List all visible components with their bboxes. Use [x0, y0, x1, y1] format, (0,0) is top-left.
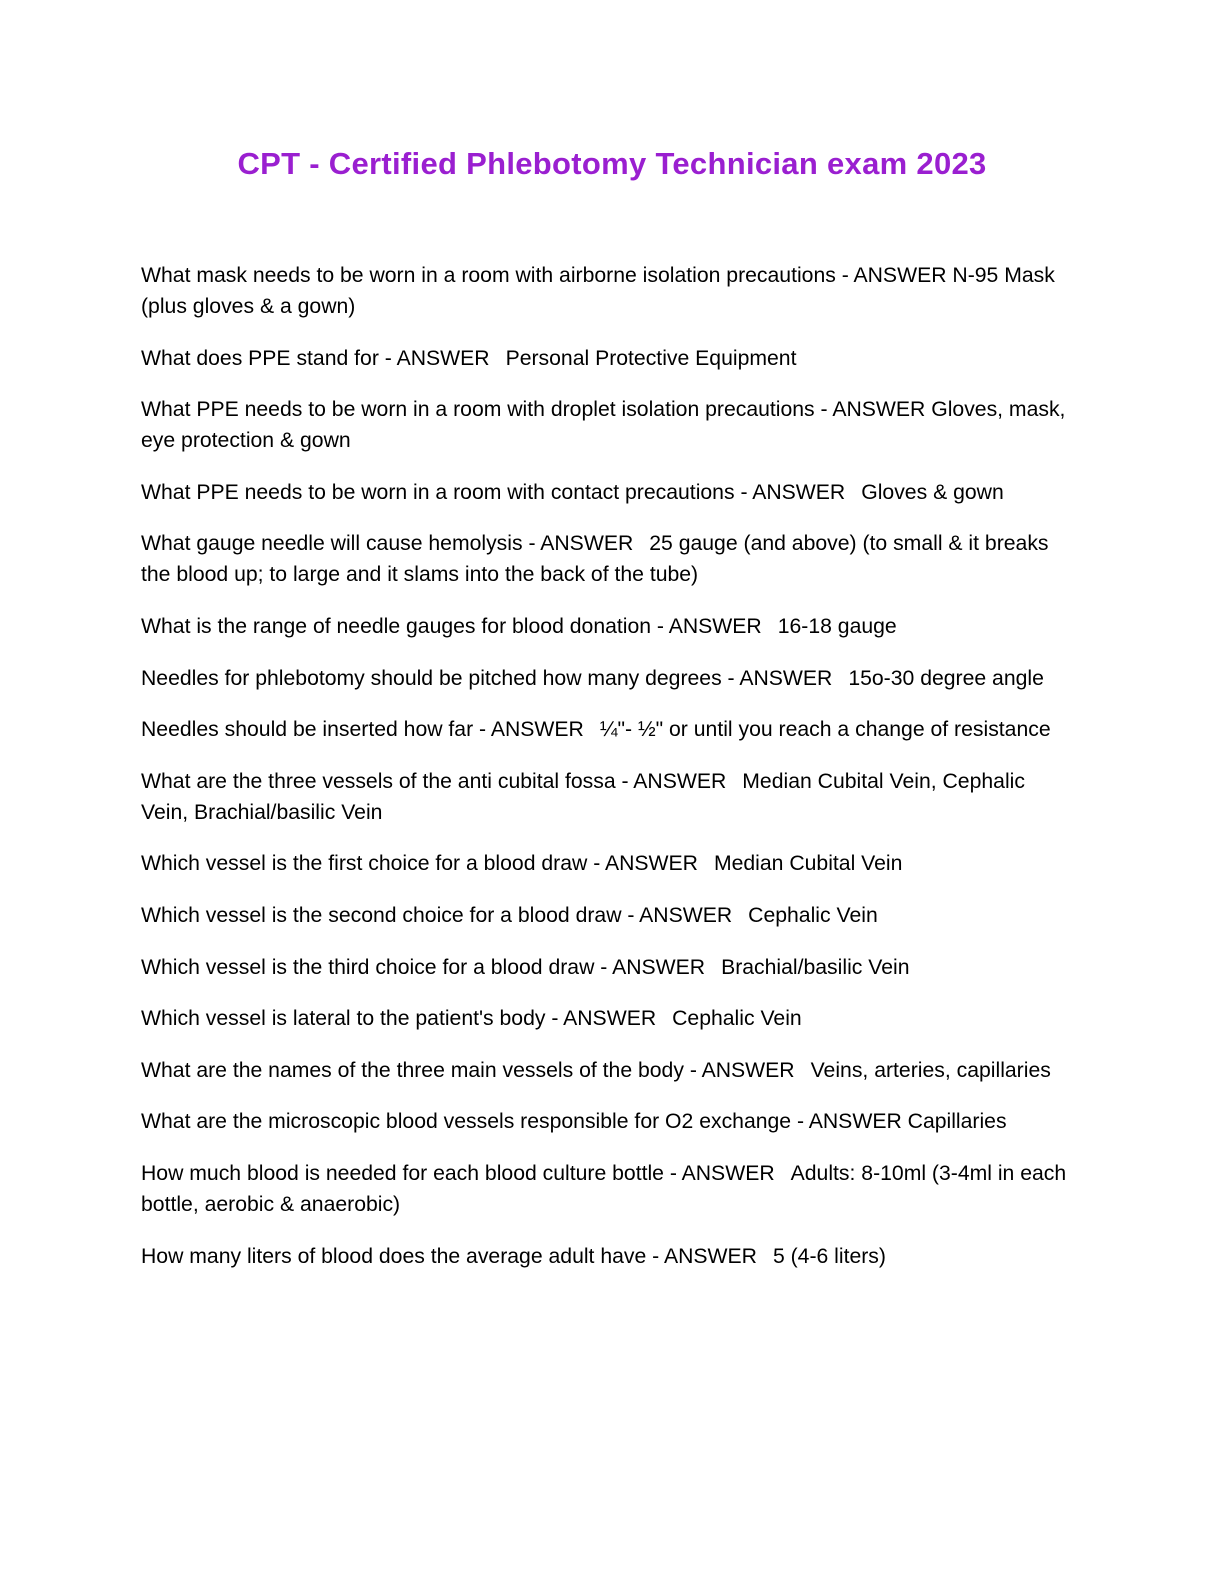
answer-marker: ANSWER: [701, 1058, 795, 1082]
answer-text: 25 gauge (and above) (to small & it breaks the blood up; to large and it slams into the back of the tube): [141, 532, 1049, 587]
answer-marker: ANSWER: [668, 614, 762, 638]
qa-item: [141, 1055, 1076, 1086]
question-text: How much blood is needed for each blood culture bottle -: [141, 1161, 677, 1185]
question-text: Needles should be inserted how far -: [141, 718, 487, 742]
question-text: How many liters of blood does the average adult have -: [141, 1244, 660, 1268]
answer-text: 15o-30 degree angle: [848, 666, 1044, 690]
qa-item: [141, 1158, 1076, 1220]
qa-item: [141, 714, 1076, 745]
qa-item: [141, 766, 1076, 828]
answer-text: Personal Protective Equipment: [505, 346, 797, 370]
qa-item: [141, 663, 1076, 694]
qa-item: [141, 528, 1076, 590]
answer-marker: ANSWER: [663, 1244, 757, 1268]
question-text: Which vessel is the first choice for a blood draw -: [141, 852, 601, 876]
answer-marker: ANSWER: [604, 852, 698, 876]
answer-text: Median Cubital Vein: [713, 852, 903, 876]
question-text: Which vessel is the third choice for a blood draw -: [141, 955, 608, 979]
answer-text: N-95 Mask (plus gloves & a gown): [141, 264, 1055, 318]
qa-item: [141, 848, 1076, 879]
document-title: CPT - Certified Phlebotomy Technician exam 2023: [237, 146, 987, 181]
qa-item: [141, 477, 1076, 508]
answer-marker: ANSWER: [540, 532, 634, 556]
question-text: What does PPE stand for -: [141, 346, 392, 370]
question-text: What gauge needle will cause hemolysis -: [141, 532, 536, 556]
question-text: Needles for phlebotomy should be pitched how many degrees -: [141, 666, 735, 690]
question-text: What are the three vessels of the anti cubital fossa -: [141, 769, 629, 793]
answer-marker: ANSWER: [832, 398, 926, 422]
qa-item: [141, 900, 1076, 931]
qa-list: [141, 260, 1076, 1292]
answer-marker: ANSWER: [681, 1161, 775, 1185]
question-text: What are the names of the three main vessels of the body -: [141, 1058, 697, 1082]
qa-item: [141, 1241, 1076, 1272]
qa-item: [141, 260, 1076, 322]
answer-text: Median Cubital Vein, Cephalic Vein, Brachial/basilic Vein: [141, 769, 1025, 824]
answer-text: Cephalic Vein: [672, 1007, 802, 1031]
answer-marker: ANSWER: [752, 480, 846, 504]
qa-item: [141, 343, 1076, 374]
question-text: Which vessel is the second choice for a blood draw -: [141, 903, 635, 927]
answer-text: Gloves & gown: [861, 480, 1004, 504]
question-text: Which vessel is lateral to the patient's body -: [141, 1007, 559, 1031]
question-text: What is the range of needle gauges for blood donation -: [141, 614, 664, 638]
question-text: What mask needs to be worn in a room with airborne isolation precautions -: [141, 264, 849, 287]
answer-text: 16-18 gauge: [777, 614, 897, 638]
answer-marker: ANSWER: [396, 346, 490, 370]
question-text: What PPE needs to be worn in a room with droplet isolation precautions -: [141, 398, 828, 422]
qa-item: [141, 1003, 1076, 1034]
answer-text: 5 (4-6 liters): [772, 1244, 886, 1268]
qa-item: [141, 1106, 1076, 1137]
qa-item: [141, 611, 1076, 642]
answer-marker: ANSWER: [808, 1110, 902, 1134]
answer-text: Adults: 8-10ml (3-4ml in each bottle, aerobic & anaerobic): [141, 1161, 1067, 1216]
answer-marker: ANSWER: [739, 666, 833, 690]
answer-marker: ANSWER: [853, 264, 947, 287]
qa-item: [141, 394, 1076, 456]
answer-text: Brachial/basilic Vein: [721, 955, 910, 979]
answer-marker: ANSWER: [612, 955, 706, 979]
question-text: What PPE needs to be worn in a room with contact precautions -: [141, 480, 748, 504]
question-text: What are the microscopic blood vessels responsible for O2 exchange -: [141, 1110, 805, 1134]
answer-text: ¼"- ½" or until you reach a change of resistance: [599, 718, 1051, 742]
answer-marker: ANSWER: [490, 718, 584, 742]
qa-item: [141, 952, 1076, 983]
answer-marker: ANSWER: [633, 769, 727, 793]
answer-marker: ANSWER: [639, 903, 733, 927]
answer-text: Capillaries: [907, 1110, 1007, 1134]
answer-text: Veins, arteries, capillaries: [810, 1058, 1051, 1082]
answer-marker: ANSWER: [563, 1007, 657, 1031]
answer-text: Cephalic Vein: [748, 903, 878, 927]
answer-text: Gloves, mask, eye protection & gown: [141, 398, 1066, 453]
